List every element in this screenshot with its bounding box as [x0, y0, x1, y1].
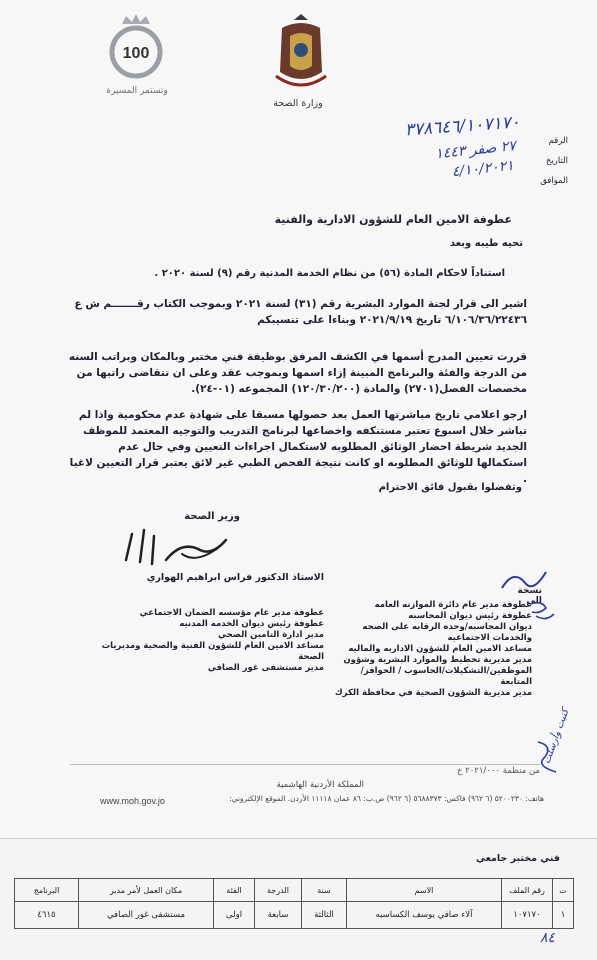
copy-left-item: مدير مستشفى غور الصافي	[207, 663, 324, 673]
signer-title: وزير الصحة	[184, 511, 240, 522]
column-header: البرنامج	[15, 879, 79, 902]
copy-right-item: مدير مديرية الشؤون الصحية في محافظة الكرك	[334, 688, 532, 698]
form-code: من منظمة ٢٠٢١/٠٠٠ خ	[456, 766, 540, 776]
ref-label: الرقم	[548, 136, 568, 146]
corresponding-label: الموافق	[540, 176, 568, 186]
table-cell: آلاء صافي يوسف الكساسبه	[347, 902, 502, 929]
column-header: سنة	[302, 879, 347, 902]
footer-website[interactable]: www.moh.gov.jo	[100, 796, 165, 806]
table-row	[15, 902, 574, 929]
paragraph-3: قررت تعيين المدرج أسمها في الكشف المرفق بوظيفة فني مختبر وبالمكان وبراتب السنه من الدرجة والفئة والبرنامج المبينة إزاء اسمها وبموجب عقد وعلى ان تتقاضى راتبها من مخصصات الفصل(٢٧٠١) والمادة (١٢٠/٣٠/٢٠٠) المجموعه (٠١-٢٤).	[68, 351, 527, 395]
column-header: الاسم	[347, 879, 502, 902]
table-cell: اولى	[214, 902, 255, 929]
svg-text:100: 100	[122, 45, 150, 62]
column-header: رقم الملف	[502, 879, 553, 902]
copy-right-item: ديوان المحاسبه/وحده الرقابه على الصحه والخدمات الاجتماعيه	[362, 622, 532, 643]
copy-right-item: مساعد الامين العام للشؤون الاداريه والماليه	[348, 644, 532, 654]
table-cell: ١	[553, 902, 574, 929]
footer-rule	[70, 764, 540, 765]
copy-left-item: عطوفة مدير عام مؤسسه الضمان الاجتماعي	[139, 608, 324, 618]
table-cell: ٤٦١٥	[15, 902, 79, 929]
attachment-title: فني مختبر جامعي	[476, 853, 560, 864]
logo-caption: وتستمر المسيرة	[106, 86, 168, 96]
ministry-name: وزارة الصحة	[273, 98, 323, 109]
closing: وتفضلوا بقبول فائق الاحترام	[378, 482, 522, 493]
copy-left-item: مساعد الامين العام للشؤون الفنية والصحية ومديريات الصحة	[101, 641, 324, 662]
date-label: التاريخ	[545, 156, 568, 166]
minister-signature-icon	[122, 520, 242, 572]
column-header: مكان العمل لأمر مدير	[79, 879, 214, 902]
copy-right-item: عطوفة مدير عام دائرة الموازنه العامه	[374, 600, 532, 610]
copy-right-item: مدير مديرية تخطيط والموارد البشرية وشؤون الموظفين/التشكيلات/الحاسوب / الحوافز/المتابعة	[343, 655, 532, 687]
paragraph-1: استناداً لاحكام المادة (٥٦) من نظام الخدمة المدنية رقم (٩) لسنة ٢٠٢٠ .	[154, 268, 505, 279]
table-header-row	[15, 879, 574, 902]
jordan-crest-icon	[272, 14, 330, 94]
appointment-table	[14, 878, 574, 929]
paragraph-4: ارجو اعلامي تاريخ مباشرتها العمل بعد حصولها مسبقا على شهادة عدم محكومية واذا لم تباشر خلال اسبوع تعتبر مستنكفه واخضاعها لبرنامج التدريب والتوجيه المعتمد للموظف الجديد شريطة احضار الوثائق المطلوبه لاستكمال اجراءات التعيين وفي حال عدم استكمالها للوثائق المطلوبه او كانت نتيجة الفحص الطبي غير لائق يعتبر قرار التعيين لاغيا .	[69, 409, 527, 485]
centennial-logo-icon	[96, 10, 176, 92]
copy-left-item: مدير ادارة التامين الصحي	[218, 630, 324, 640]
column-header: الدرجة	[255, 879, 302, 902]
footer-contact: هاتف: ٥٢٠٠٢٣٠ (٦ ٩٦٢) فاكس: ٥٦٨٨٣٧٣ (٦ ٩٦٢) ص.ب: ٨٦ عمان ١١١١٨ الأردن. الموقع الإلكتروني:	[229, 794, 544, 803]
copy-right-item: عطوفة رئيس ديوان المحاسبه	[408, 611, 532, 621]
handwritten-mark-icon	[526, 598, 556, 624]
copies-left-list	[98, 608, 324, 674]
ref-value: ٣٧٨٦٤٦/١٠٧١٧٠	[404, 112, 521, 141]
copies-heading: نسخة الى	[517, 586, 542, 606]
paragraph-2: اشير الى قرار لجنة الموارد البشرية رقم (٣١) لسنة ٢٠٢١ وبموجب الكتاب رقـــــــم ش ع ٦/١٠٦/٣٦/٢٢٤٣٦ تاريخ ٢٠٢١/٩/١٩ وبناءا على تنسيبكم	[74, 298, 527, 326]
table-cell: مستشفى غور الصافي	[79, 902, 214, 929]
table-cell: ١٠٧١٧٠	[502, 902, 553, 929]
table-cell: سابعة	[255, 902, 302, 929]
copies-right-list	[332, 600, 532, 699]
copy-left-item: عطوفة رئيس ديوان الخدمه المدنيه	[179, 619, 324, 629]
corresponding-value: ٤/١٠/٢٠٢١	[451, 157, 515, 181]
table-cell: الثالثة	[302, 902, 347, 929]
column-header: الفئة	[214, 879, 255, 902]
signer-name: الاستاذ الدكتور فراس ابراهيم الهواري	[146, 572, 324, 583]
initials-scribble-icon	[498, 566, 552, 596]
column-header: ت	[553, 879, 574, 902]
addressee: عطوفة الامين العام للشؤون الادارية والفنية	[274, 213, 512, 226]
greeting: تحيه طيبه وبعد	[449, 238, 523, 249]
date-value: ٢٧ صفر ١٤٤٣	[434, 137, 517, 163]
handwritten-number: ٨٤	[540, 930, 556, 946]
handwritten-annotation: كتبت وأرسلت	[541, 707, 572, 766]
footer-kingdom: المملكة الأردنية الهاشمية	[276, 780, 364, 790]
